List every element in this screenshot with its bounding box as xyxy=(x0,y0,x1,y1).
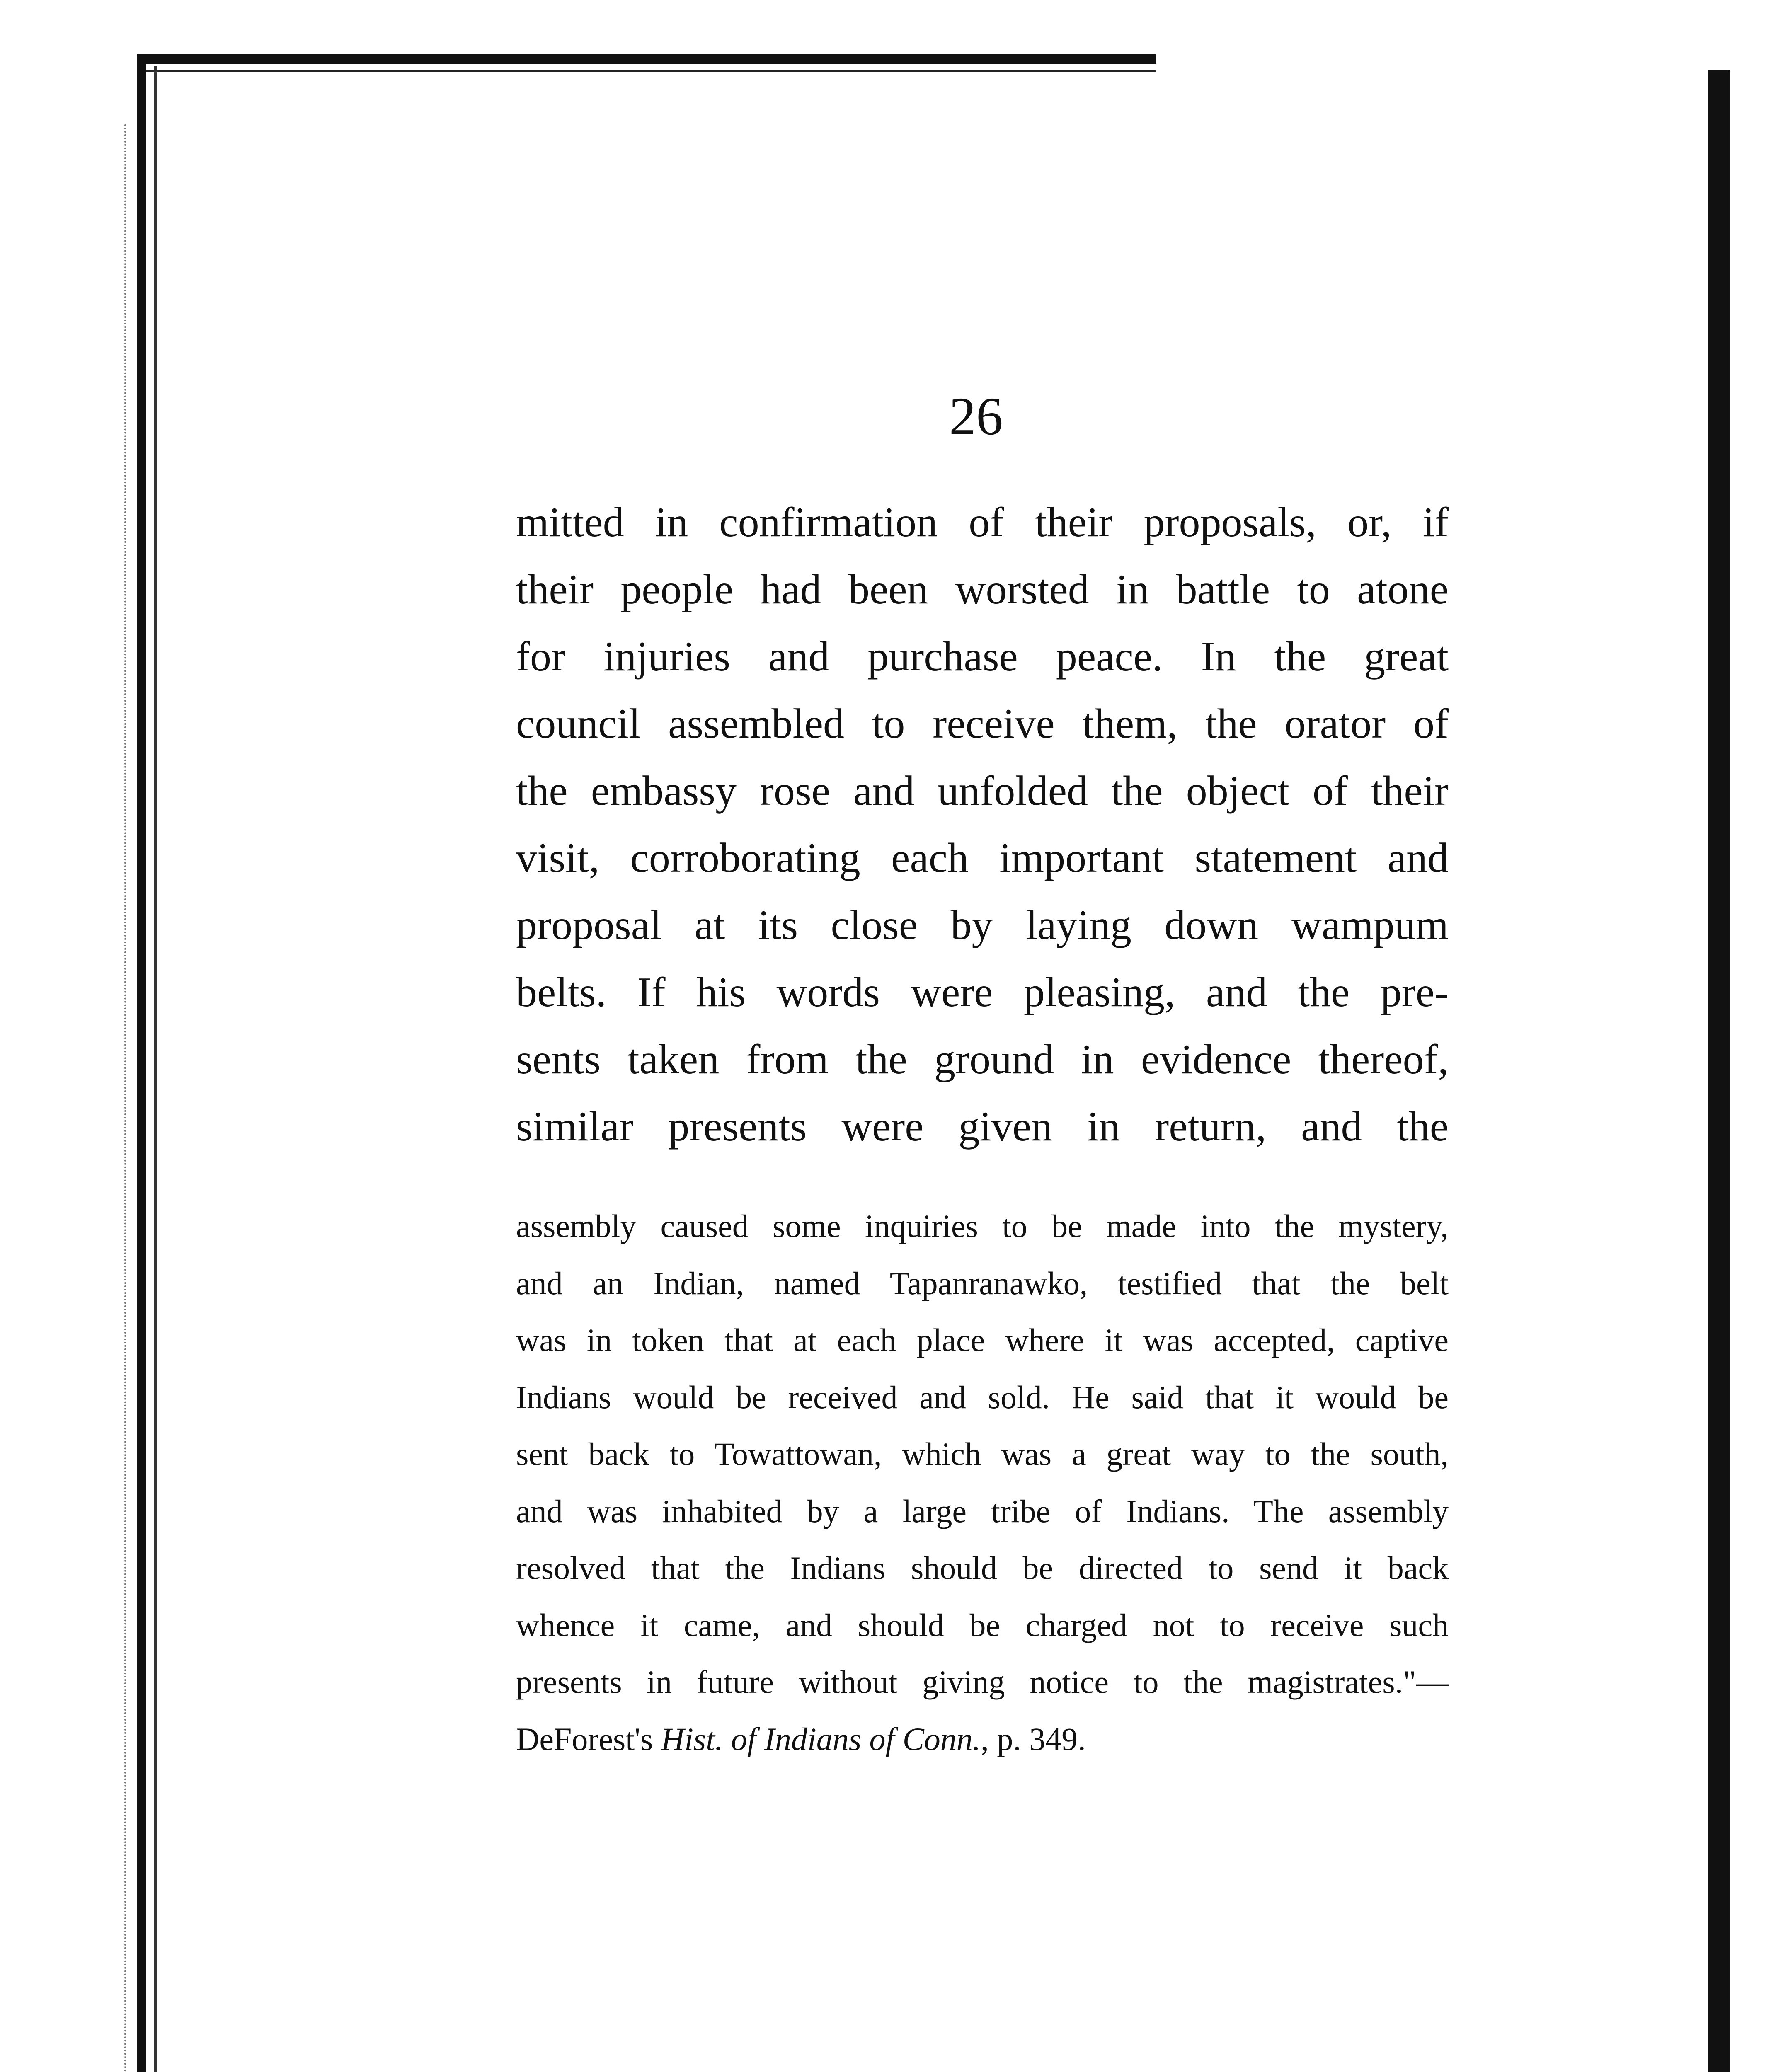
body-line: for injuries and purchase peace. In the great xyxy=(516,633,1449,680)
footnote-line: presents in future without giving notice to the magistrates."— xyxy=(516,1664,1449,1700)
body-line: visit, corroborating each important statement and xyxy=(516,835,1449,881)
scan-edge-left-dotted xyxy=(124,124,128,2072)
citation-author: DeForest's xyxy=(516,1721,653,1757)
body-line: council assembled to receive them, the orator of xyxy=(516,700,1449,747)
body-line: proposal at its close by laying down wampum xyxy=(516,902,1449,949)
body-line: similar presents were given in return, and the xyxy=(516,1103,1449,1150)
scan-edge-left-thin xyxy=(154,66,157,2072)
footnote-line: Indians would be received and sold. He said that it would be xyxy=(516,1379,1449,1415)
footnote-citation xyxy=(516,1711,1449,1768)
page-number: 26 xyxy=(949,387,1003,446)
body-line: mitted in confirmation of their proposals, or, if xyxy=(516,499,1449,546)
footnote-line: whence it came, and should be charged not to receive such xyxy=(516,1607,1449,1643)
body-line: their people had been worsted in battle to atone xyxy=(516,566,1449,613)
footnote-line: was in token that at each place where it was accepted, captive xyxy=(516,1322,1449,1358)
footnote-line: and an Indian, named Tapanranawko, testified that the belt xyxy=(516,1265,1449,1301)
footnote-line: resolved that the Indians should be directed to send it back xyxy=(516,1550,1449,1586)
citation-title: Hist. of Indians of Conn. xyxy=(661,1721,981,1757)
scan-edge-top-thin xyxy=(137,70,1156,72)
citation-comma: , xyxy=(981,1721,989,1757)
body-text xyxy=(516,489,1449,1160)
footnote-line: sent back to Towattowan, which was a great way to the south, xyxy=(516,1436,1449,1472)
body-line: sents taken from the ground in evidence thereof, xyxy=(516,1036,1449,1083)
footnote xyxy=(516,1198,1449,1767)
citation-page-ref: p. 349. xyxy=(997,1721,1086,1757)
scan-edge-left xyxy=(137,54,146,2072)
scan-edge-top xyxy=(137,54,1156,64)
scan-edge-right xyxy=(1708,70,1730,2072)
footnote-line: assembly caused some inquiries to be made into the mystery, xyxy=(516,1208,1449,1244)
footnote-line: and was inhabited by a large tribe of Indians. The assembly xyxy=(516,1493,1449,1529)
body-line: belts. If his words were pleasing, and the pre- xyxy=(516,969,1449,1016)
body-line: the embassy rose and unfolded the object of their xyxy=(516,767,1449,814)
